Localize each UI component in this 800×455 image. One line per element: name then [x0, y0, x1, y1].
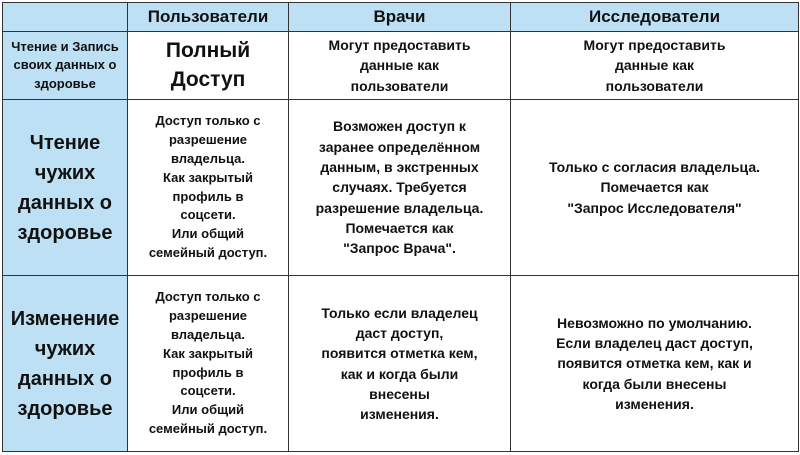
col-header-doctors: Врачи: [289, 3, 511, 32]
row-read-others: [3, 100, 799, 276]
row-own-data: [3, 32, 799, 100]
access-matrix-table: [2, 2, 799, 452]
corner-cell: [3, 3, 128, 32]
row-edit-others: [3, 276, 799, 452]
row-header-read-others: Чтение чужих данных о здоровье: [3, 100, 128, 276]
row-header-edit-others: Изменение чужих данных о здоровье: [3, 276, 128, 452]
cell-own-doctors: Могут предоставить данные как пользователи: [289, 32, 511, 100]
cell-read-users: Доступ только с разрешение владельца. Как закрытый профиль в соцсети. Или общий семейный доступ.: [128, 100, 289, 276]
col-header-users: Пользователи: [128, 3, 289, 32]
cell-read-researchers: Только с согласия владельца. Помечается как "Запрос Исследователя": [511, 100, 799, 276]
col-header-researchers: Исследователи: [511, 3, 799, 32]
row-header-own-rw: Чтение и Запись своих данных о здоровье: [3, 32, 128, 100]
header-row: [3, 3, 799, 32]
cell-own-researchers: Могут предоставить данные как пользователи: [511, 32, 799, 100]
cell-edit-users: Доступ только с разрешение владельца. Как закрытый профиль в соцсети. Или общий семейный доступ.: [128, 276, 289, 452]
cell-own-users: Полный Доступ: [128, 32, 289, 100]
cell-edit-researchers: Невозможно по умолчанию. Если владелец даст доступ, появится отметка кем, как и когда были внесены изменения.: [511, 276, 799, 452]
cell-read-doctors: Возможен доступ к заранее определённом данным, в экстренных случаях. Требуется разрешение владельца. Помечается как "Запрос Врача".: [289, 100, 511, 276]
cell-edit-doctors: Только если владелец даст доступ, появится отметка кем, как и когда были внесены изменения.: [289, 276, 511, 452]
